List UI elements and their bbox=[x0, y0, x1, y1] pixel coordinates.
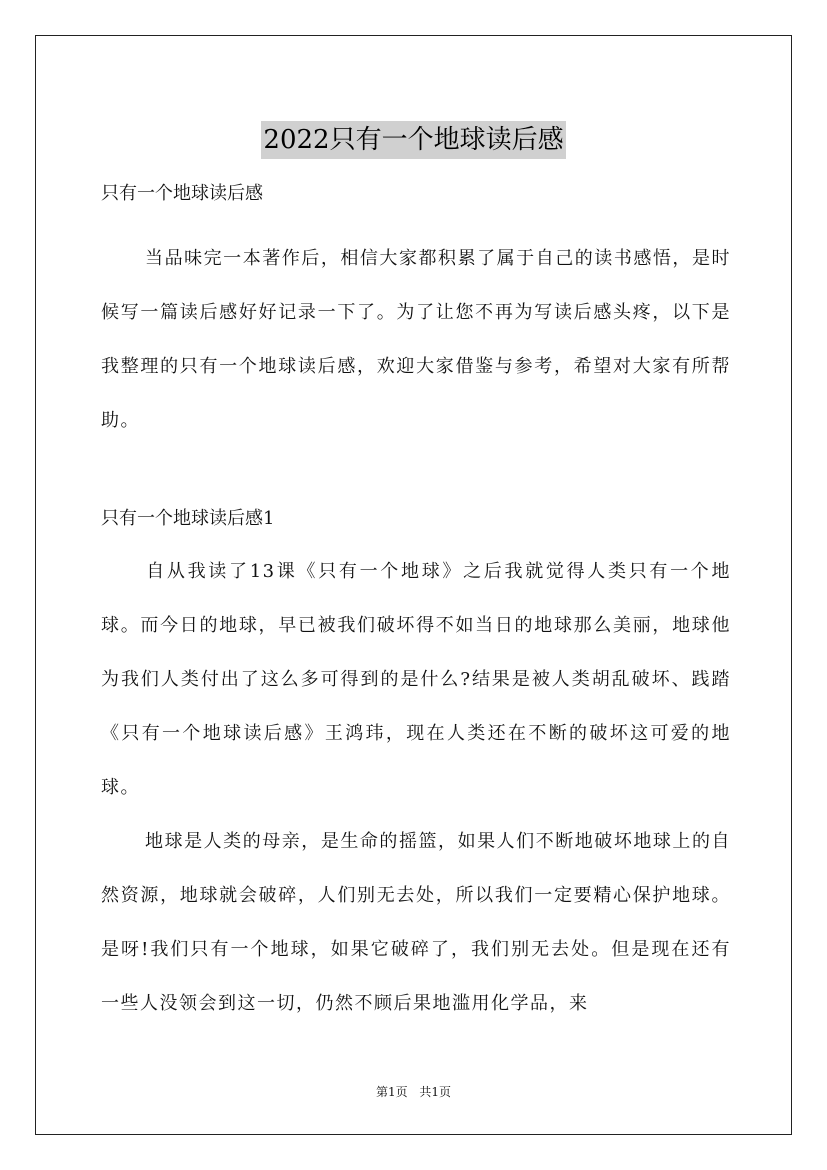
document-title: 2022只有一个地球读后感 bbox=[261, 121, 565, 159]
page-total: 共1页 bbox=[419, 1085, 452, 1099]
intro-text: 当品味完一本著作后，相信大家都积累了属于自己的读书感悟，是时候写一篇读后感好好记录一下了。为了让您不再为写读后感头疼，以下是我整理的只有一个地球读后感，欢迎大家借鉴与参考，希望对大家有所帮助。 bbox=[101, 248, 731, 431]
page-number: 第1页 bbox=[375, 1085, 408, 1099]
title-container bbox=[0, 104, 827, 177]
paragraph-1-text: 自从我读了13课《只有一个地球》之后我就觉得人类只有一个地球。而今日的地球，早已被我们破坏得不如当日的地球那么美丽，地球他为我们人类付出了这么多可得到的是什么?结果是被人类胡乱破坏、践踏《只有一个地球读后感》王鸿玮，现在人类还在不断的破坏这可爱的地球。 bbox=[101, 561, 731, 798]
body-paragraph-2 bbox=[101, 815, 731, 1031]
intro-paragraph bbox=[101, 232, 731, 448]
page-footer bbox=[0, 1083, 827, 1101]
body-paragraph-1 bbox=[101, 545, 731, 815]
paragraph-2-text: 地球是人类的母亲，是生命的摇篮，如果人们不断地破坏地球上的自然资源，地球就会破碎，人们别无去处，所以我们一定要精心保护地球。是呀!我们只有一个地球，如果它破碎了，我们别无去处。但是现在还有一些人没领会到这一切，仍然不顾后果地滥用化学品，来 bbox=[101, 831, 731, 1014]
document-subtitle: 只有一个地球读后感 bbox=[101, 183, 263, 204]
section-heading: 只有一个地球读后感1 bbox=[101, 508, 275, 529]
